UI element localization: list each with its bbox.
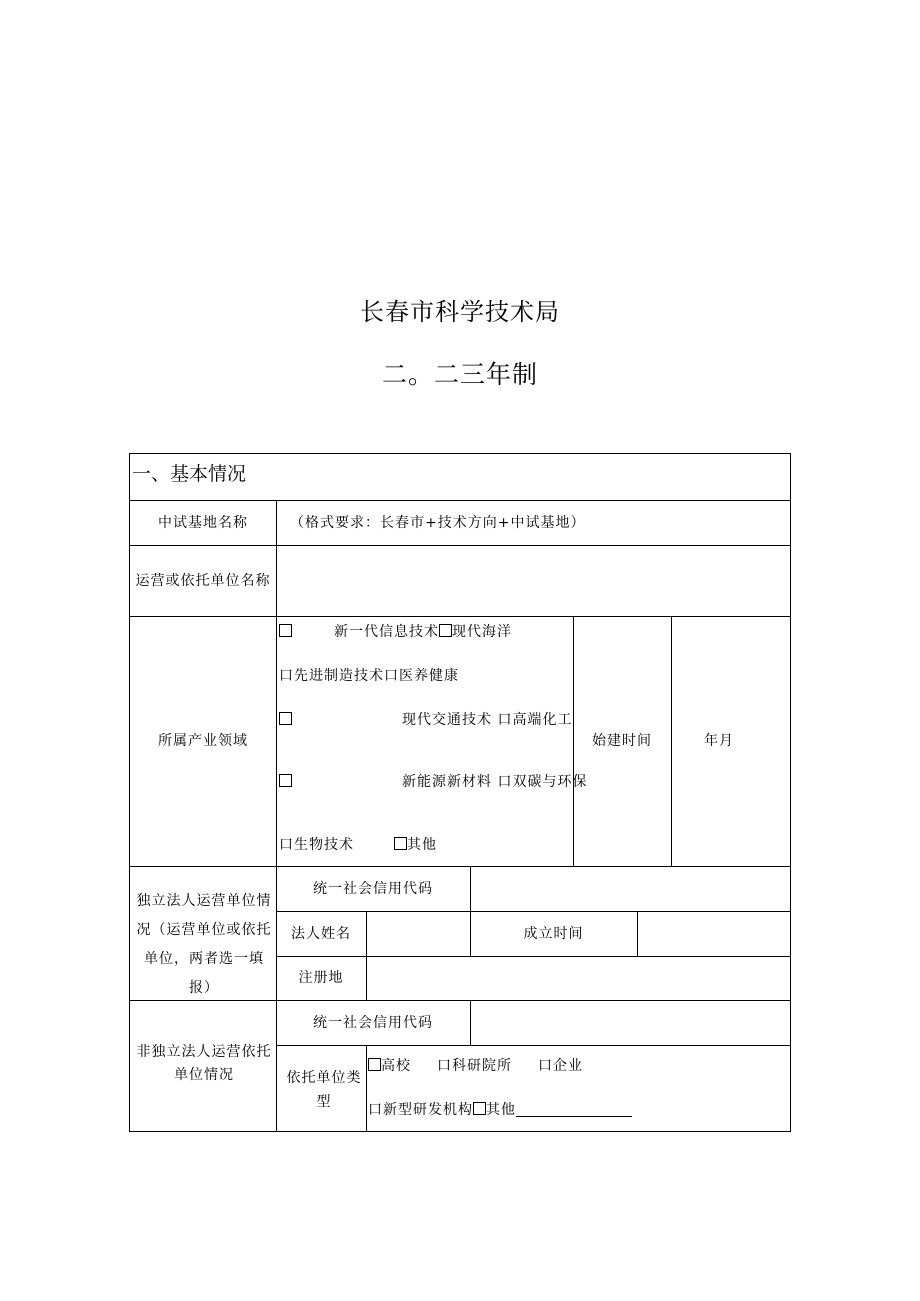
column-divider <box>366 1045 367 1131</box>
checkbox-glyph: 口 <box>437 1058 452 1074</box>
column-divider <box>671 616 672 866</box>
industry-option-transport[interactable]: 现代交通技术 口高端化工 <box>279 711 572 729</box>
registered-input[interactable] <box>367 957 790 1000</box>
checkbox-icon[interactable] <box>279 712 292 725</box>
unit-type-label: 依托单位类型 <box>286 1070 362 1110</box>
unit-type-options-row2[interactable]: 口新型研发机构 其他 <box>368 1101 632 1119</box>
start-time-value[interactable]: 年月 <box>704 733 734 749</box>
established-label: 成立时间 <box>523 926 584 942</box>
nonind-credit-code-label: 统一社会信用代码 <box>313 1015 433 1031</box>
checkbox-icon[interactable] <box>394 837 407 850</box>
industry-option-it[interactable]: 新一代信息技术 现代海洋 <box>279 623 512 641</box>
start-time-label: 始建时间 <box>592 733 652 749</box>
legal-person-label: 法人姓名 <box>291 926 351 942</box>
checkbox-icon[interactable] <box>473 1102 486 1115</box>
registered-label: 注册地 <box>298 970 344 986</box>
organization-title: 长春市科学技术局 <box>360 298 560 326</box>
checkbox-glyph: 口 <box>538 1058 553 1074</box>
credit-code-input[interactable] <box>471 867 790 911</box>
operating-unit-label: 运营或依托单位名称 <box>135 573 271 589</box>
industry-label: 所属产业领域 <box>158 733 248 749</box>
base-name-input[interactable] <box>277 501 790 545</box>
other-type-input[interactable] <box>516 1102 632 1117</box>
base-name-label: 中试基地名称 <box>158 515 248 531</box>
industry-option-manufacturing[interactable]: 口先进制造技术口医养健康 <box>279 668 459 684</box>
base-name-hint: （格式要求：长春市+技术方向+中试基地） <box>290 515 586 531</box>
basic-info-form <box>129 453 791 1132</box>
non-independent-unit-label: 非独立法人运营依托单位情况 <box>136 1044 272 1083</box>
industry-option-bio[interactable]: 口生物技术 其他 <box>279 837 437 853</box>
independent-unit-label: 独立法人运营单位情况（运营单位或依托单位，两者选一填报） <box>136 893 272 996</box>
section-title: 一、基本情况 <box>132 463 247 485</box>
form-date: 二。二三年制 <box>381 360 538 389</box>
checkbox-icon[interactable] <box>368 1058 381 1071</box>
row-divider <box>276 1045 790 1046</box>
legal-person-input[interactable] <box>367 912 470 956</box>
checkbox-glyph: 口 <box>497 774 513 790</box>
row-divider <box>130 616 790 617</box>
nonind-credit-code-input[interactable] <box>471 1001 790 1045</box>
credit-code-label: 统一社会信用代码 <box>313 881 433 897</box>
operating-unit-input[interactable] <box>277 546 790 616</box>
checkbox-glyph: 口 <box>368 1102 383 1118</box>
checkbox-glyph: 口 <box>279 668 294 684</box>
checkbox-glyph: 口 <box>497 712 513 728</box>
checkbox-icon[interactable] <box>279 774 292 787</box>
checkbox-glyph: 口 <box>279 837 294 853</box>
checkbox-icon[interactable] <box>279 624 292 637</box>
established-input[interactable] <box>638 912 790 956</box>
checkbox-glyph: 口 <box>384 668 399 684</box>
industry-option-materials[interactable]: 新能源新材料 口双碳与环保 <box>279 773 587 791</box>
checkbox-icon[interactable] <box>439 624 452 637</box>
unit-type-options-row1[interactable]: 高校 口科研院所 口企业 <box>368 1057 583 1075</box>
